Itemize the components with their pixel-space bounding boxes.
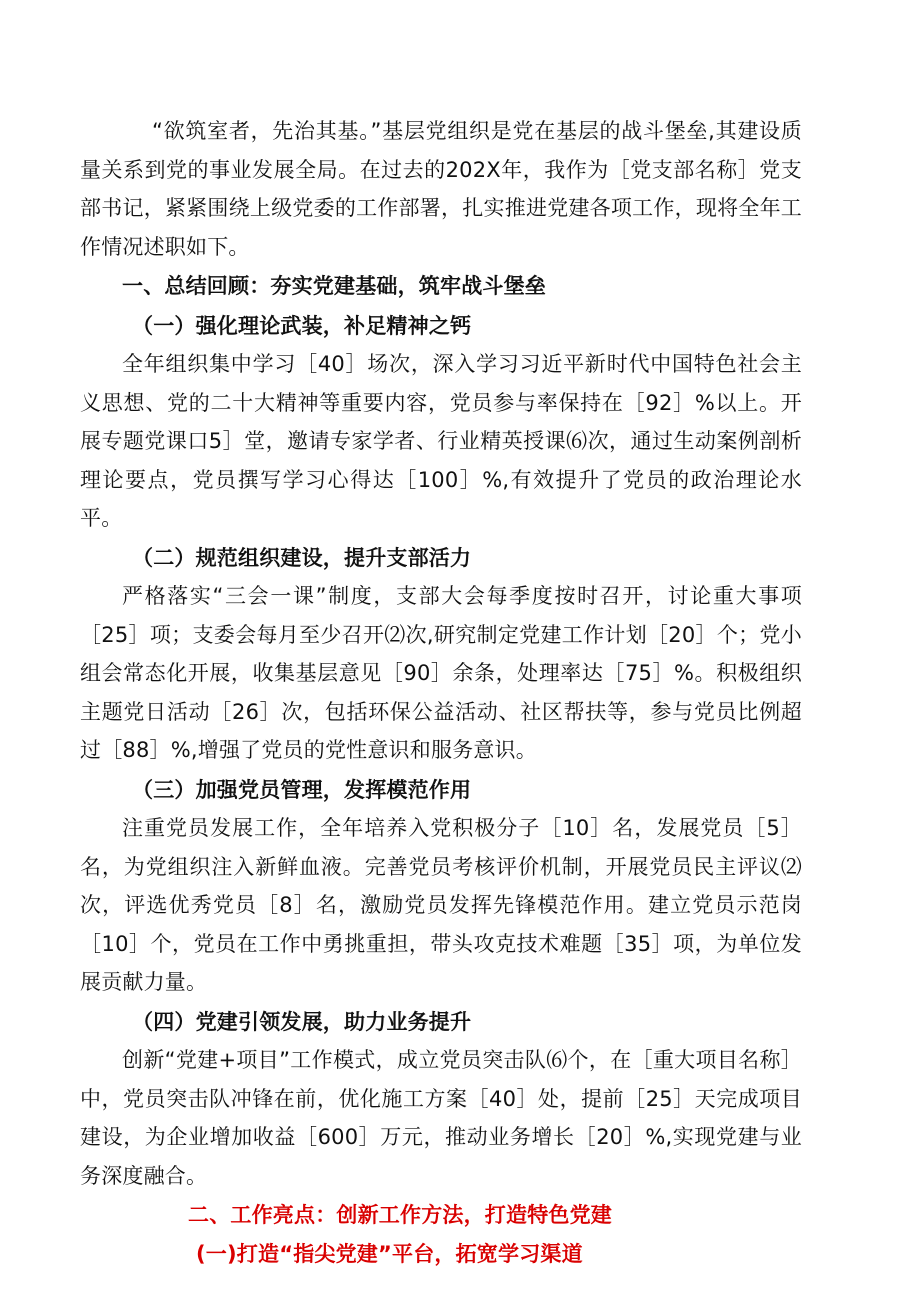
section-2-subsection-1-heading: (一)打造“指尖党建”平台，拓宽学习渠道 (196, 1241, 583, 1266)
subsection-2-body: 严格落实“三会一课”制度，支部大会每季度按时召开，讨论重大事项［25］项；支委会每月至少召开⑵次,研究制定党建工作计划［20］个；党小组会常态化开展，收集基层意见［90］余条，处理率达［75］%。积极组织主题党日活动［26］次，包括环保公益活动、社区帮扶等，参与党员比例超过［88］%,增强了党员的党性意识和服务意识。 (80, 584, 802, 762)
section-2-heading: 二、工作亮点：创新工作方法，打造特色党建 (188, 1203, 612, 1227)
subsection-3-heading: （三）加强党员管理，发挥模范作用 (132, 777, 472, 802)
section-1-heading: 一、总结回顾：夯实党建基础，筑牢战斗堡垒 (122, 274, 546, 298)
subsection-4-heading: （四）党建引领发展，助力业务提升 (132, 1009, 472, 1034)
intro-paragraph: “欲筑室者，先治其基。”基层党组织是党在基层的战斗堡垒,其建设质量关系到党的事业发展全局。在过去的202X年，我作为［党支部名称］党支部书记，紧紧围绕上级党委的工作部署，扎实推进党建各项工作，现将全年工作情况述职如下。 (80, 119, 802, 259)
subsection-4-body: 创新“党建+项目”工作模式，成立党员突击队⑹个，在［重大项目名称］中，党员突击队冲锋在前，优化施工方案［40］处，提前［25］天完成项目建设，为企业增加收益［600］万元，推动业务增长［20］%,实现党建与业务深度融合。 (80, 1048, 802, 1188)
subsection-2-heading: （二）规范组织建设，提升支部活力 (132, 545, 472, 570)
subsection-3-body: 注重党员发展工作，全年培养入党积极分子［10］名，发展党员［5］名，为党组织注入新鲜血液。完善党员考核评价机制，开展党员民主评议⑵次，评选优秀党员［8］名，激励党员发挥先锋模范作用。建立党员示范岗［10］个，党员在工作中勇挑重担，带头攻克技术难题［35］项，为单位发展贡献力量。 (80, 816, 802, 994)
subsection-1-body: 全年组织集中学习［40］场次，深入学习习近平新时代中国特色社会主义思想、党的二十大精神等重要内容，党员参与率保持在［92］%以上。开展专题党课口5］堂，邀请专家学者、行业精英授课⑹次，通过生动案例剖析理论要点，党员撰写学习心得达［100］%,有效提升了党员的政治理论水平。 (80, 352, 802, 530)
subsection-1-heading: （一）强化理论武装，补足精神之钙 (132, 313, 472, 338)
